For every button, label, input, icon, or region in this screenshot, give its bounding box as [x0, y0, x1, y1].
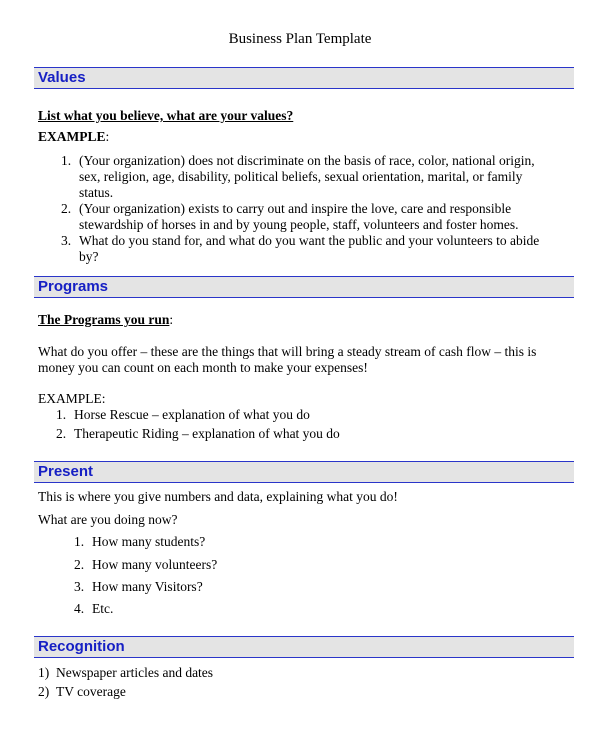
list-text: How many volunteers? [92, 557, 218, 572]
list-number: 4. [74, 601, 85, 616]
list-number: 1) [38, 665, 50, 680]
list-text-line: What do you stand for, and what do you want the public and your volunteers to abide [79, 233, 540, 248]
list-text-line: (Your organization) exists to carry out and inspire the love, care and responsible [79, 201, 512, 216]
section-heading-programs: Programs [34, 276, 574, 298]
list-text: Newspaper articles and dates [56, 665, 214, 680]
list-text-line: status. [79, 185, 114, 200]
list-number: 2. [74, 557, 85, 572]
example-colon: : [105, 129, 110, 144]
list-number: 1. [56, 407, 67, 422]
section-heading-present: Present [34, 461, 574, 483]
list-text-line: sex, religion, age, disability, political beliefs, sexual orientation, marital, or family [79, 169, 523, 184]
list-number: 2. [61, 201, 72, 216]
present-intro: This is where you give numbers and data, explaining what you do! [38, 489, 398, 504]
programs-description-line: What do you offer – these are the things that will bring a steady stream of cash flow – this is [38, 344, 537, 359]
section-heading-values: Values [34, 67, 574, 89]
list-number: 1. [74, 534, 85, 549]
list-text: Etc. [92, 601, 114, 616]
values-example-label [38, 129, 109, 145]
list-text-line: stewardship of horses in and by young people, staff, volunteers and foster homes. [79, 217, 519, 232]
list-text: Therapeutic Riding – explanation of what you do [74, 426, 340, 441]
programs-prompt [38, 312, 173, 328]
list-number: 2. [56, 426, 67, 441]
example-label: EXAMPLE [38, 129, 106, 144]
programs-example-label: EXAMPLE: [38, 391, 106, 406]
section-heading-recognition: Recognition [34, 636, 574, 658]
list-text-line: by? [79, 249, 99, 264]
document-title: Business Plan Template [228, 31, 372, 47]
list-text: How many Visitors? [92, 579, 203, 594]
list-number: 3. [74, 579, 85, 594]
list-text: Horse Rescue – explanation of what you do [74, 407, 310, 422]
list-text-line: (Your organization) does not discriminate on the basis of race, color, national origin, [79, 153, 535, 168]
programs-prompt-text: The Programs you run [38, 312, 170, 327]
list-number: 1. [61, 153, 72, 168]
values-prompt: List what you believe, what are your values? [38, 108, 294, 123]
list-number: 3. [61, 233, 72, 248]
programs-description-line: money you can count on each month to make your expenses! [38, 360, 368, 375]
list-text: How many students? [92, 534, 206, 549]
list-text: TV coverage [56, 684, 126, 699]
list-number: 2) [38, 684, 50, 699]
present-question: What are you doing now? [38, 512, 178, 527]
programs-prompt-colon: : [169, 312, 174, 327]
